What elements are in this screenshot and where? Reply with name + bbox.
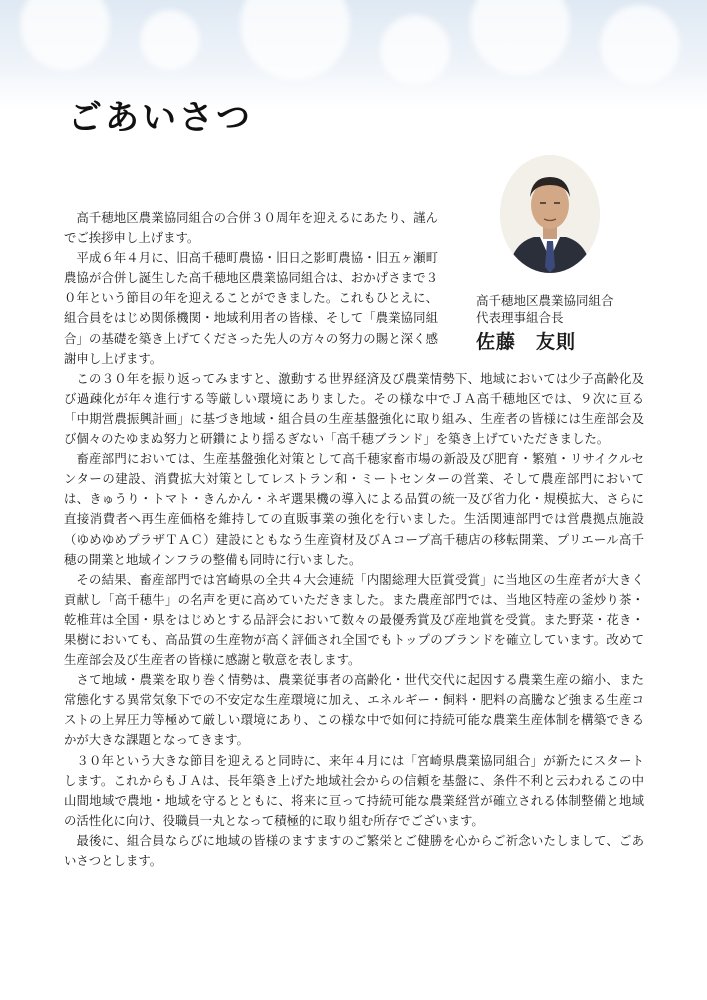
paragraph: その結果、畜産部門では宮崎県の全共４大会連続「内閣総理大臣賞受賞」に当地区の生産者が大きく貢献し「高千穂牛」の名声を更に高めていただきました。また農産部門では、当地区特産の釜炒り茶・乾椎茸は全国・県をはじめとする品評会において数々の最優秀賞及び産地賞を受賞。また野菜・花き・果樹においても、高品質の生産物が高く評価され全国でもトップのブランドを確立しています。改めて生産部会及び生産者の皆様に感謝と敬意を表します。 [64,571,644,668]
paragraph: 最後に、組合員ならびに地域の皆様のますますのご繁栄とご健勝を心からご祈念いたしまして、ごあいさつとします。 [64,832,644,868]
page-title: ごあいさつ [68,98,253,138]
paragraph: 平成６年４月に、旧高千穂町農協・旧日之影町農協・旧五ヶ瀬町農協が合併し誕生した高千穂地区農業協同組合は、おかげさまで３０年という節目の年を迎えることができました。これもひとえに、組合員をはじめ関係機関・地域利用者の皆様、そして「農業協同組合」の基礎を築き上げてくださった先人の方々の努力の賜と深く感謝申し上げます。 [64,250,438,366]
paragraph: 畜産部門においては、生産基盤強化対策として高千穂家畜市場の新設及び肥育・繁殖・リサイクルセンターの建設、消費拡大対策としてレストラン和・ミートセンターの営業、そして農産部門においては、きゅうり・トマト・きんかん・ネギ選果機の導入による品質の統一及び省力化・規模拡大、さらに直接消費者へ再生産価格を維持しての直販事業の強化を行いました。生活関連部門では営農拠点施設（ゆめゆめプラザＴＡＣ）建設にともなう生産資材及びＡコープ高千穂店の移転開業、プリエール高千穂の開業と地域インフラの整備も同時に行いました。 [64,451,644,567]
paragraph: ３０年という大きな節目を迎えると同時に、来年４月には「宮崎県農業協同組合」が新たにスタートします。これからもＪＡは、長年築き上げた地域社会からの信頼を基盤に、条件不利と云われるこの中山間地域で農地・地域を守るとともに、将来に亘って持続可能な農業経営が確立される体制整備と地域の活性化に向け、役職員一丸となって積極的に取り組む所存でございます。 [64,752,644,828]
paragraph: この３０年を振り返ってみますと、激動する世界経済及び農業情勢下、地域においては少子高齢化及び過疎化が年々進行する等厳しい環境にありました。その様な中でＪＡ高千穂地区では、９次に亘る「中期営農振興計画」に基づき地域・組合員の生産基盤強化に取り組み、生産者の皆様には生産部会及び個々のたゆまぬ努力と研鑽により揺るぎない「高千穂ブランド」を築き上げていただきました。 [64,370,644,447]
greeting-body [64,208,644,871]
signature-organization: 高千穂地区農業協同組合 [476,293,614,308]
paragraph: 高千穂地区農業協同組合の合併３０周年を迎えるにあたり、謹んでご挨拶申し上げます。 [64,210,438,246]
paragraph: さて地域・農業を取り巻く情勢は、農業従事者の高齢化・世代交代に起因する農業生産の縮小、また常態化する異常気象下での不安定な生産環境に加え、エネルギー・飼料・肥料の高騰など強まる生産コストの上昇圧力等極めて厳しい環境にあり、この様な中で如何に持続可能な農業生産体制を構築できるかが大きな課題となってきます。 [64,672,644,748]
signature-position: 代表理事組合長 [476,310,564,325]
signature-name: 佐藤 友則 [476,331,577,353]
